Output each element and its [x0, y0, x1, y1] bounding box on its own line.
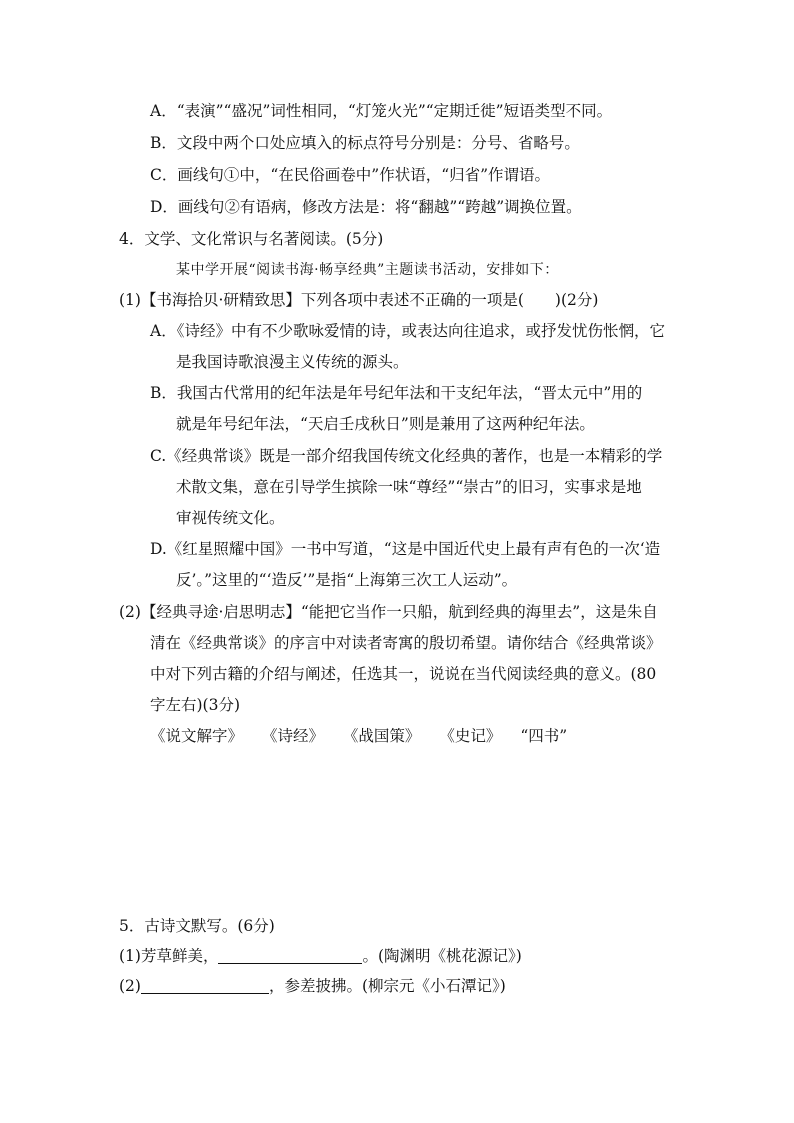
q5-item1-suffix: 。(陶渊明《桃花源记》) — [362, 947, 522, 965]
q5-item2-suffix: ，参差披拂。(柳宗元《小石潭记》) — [268, 977, 506, 995]
book-item: 《诗经》 — [261, 727, 324, 745]
q4-intro: 某中学开展“阅读书海·畅享经典”主题读书活动，安排如下： — [176, 262, 559, 278]
q5-item1 — [119, 946, 522, 966]
q4-part1-option-a-line2: 是我国诗歌浪漫主义传统的源头。 — [176, 353, 409, 371]
q4-heading: 4．文学、文化常识与名著阅读。(5分) — [119, 230, 384, 248]
book-item: “四书” — [520, 727, 568, 745]
book-item: 《史记》 — [439, 727, 502, 745]
book-item: 《说文解字》 — [150, 727, 244, 745]
q3-option-b: B．文段中两个口处应填入的标点符号分别是：分号、省略号。 — [150, 134, 580, 152]
q5-heading: 5．古诗文默写。(6分) — [119, 917, 275, 935]
q4-part1-stem: (1)【书海拾贝·研精致思】下列各项中表述不正确的一项是( )(2分) — [119, 291, 599, 309]
q4-part2-line2: 清在《经典常谈》的序言中对读者寄寓的殷切希望。请你结合《经典常谈》 — [150, 634, 662, 652]
q4-part1-option-c-line1: C.《经典常谈》既是一部介绍我国传统文化经典的著作，也是一本精彩的学 — [150, 447, 663, 465]
q5-item2 — [119, 976, 506, 996]
q4-book-list — [150, 726, 567, 746]
q4-part2-line1: (2)【经典寻途·启思明志】“能把它当作一只船，航到经典的海里去”，这是朱自 — [119, 603, 658, 621]
q4-part1-option-c-line2: 术散文集，意在引导学生摈除一味“尊经”“崇古”的旧习，实事求是地 — [176, 478, 642, 496]
answer-blank[interactable] — [218, 947, 362, 964]
q4-part2-line4: 字左右)(3分) — [150, 696, 241, 714]
q3-option-a: A．“表演”“盛况”词性相同，“灯笼火光”“定期迁徙”短语类型不同。 — [150, 102, 613, 120]
q4-part1-option-d-line1: D.《红星照耀中国》一书中写道，“这是中国近代史上最有声有色的一次‘造 — [150, 540, 661, 558]
q4-part2-line3: 中对下列古籍的介绍与阐述，任选其一，说说在当代阅读经典的意义。(80 — [150, 665, 657, 683]
q4-part1-option-c-line3: 审视传统文化。 — [176, 509, 285, 527]
q5-item1-prefix: (1)芳草鲜美， — [119, 947, 219, 965]
book-item: 《战国策》 — [342, 727, 421, 745]
q4-part1-option-d-line2: 反’。”这里的“‘造反’”是指“上海第三次工人运动”。 — [176, 571, 518, 589]
q4-part1-option-b-line1: B．我国古代常用的纪年法是年号纪年法和干支纪年法，“晋太元中”用的 — [150, 384, 643, 402]
q4-part1-option-b-line2: 就是年号纪年法，“天启壬戌秋日”则是兼用了这两种纪年法。 — [176, 415, 595, 433]
q5-item2-prefix: (2) — [119, 977, 141, 995]
answer-blank[interactable] — [141, 977, 269, 994]
q4-part1-option-a-line1: A．《诗经》中有不少歌咏爱情的诗，或表达向往追求，或抒发忧伤怅惘，它 — [150, 322, 665, 340]
q3-option-c: C．画线句①中，“在民俗画卷中”作状语，“归省”作谓语。 — [150, 166, 551, 184]
q3-option-d: D．画线句②有语病，修改方法是：将“翻越”“跨越”调换位置。 — [150, 198, 582, 216]
